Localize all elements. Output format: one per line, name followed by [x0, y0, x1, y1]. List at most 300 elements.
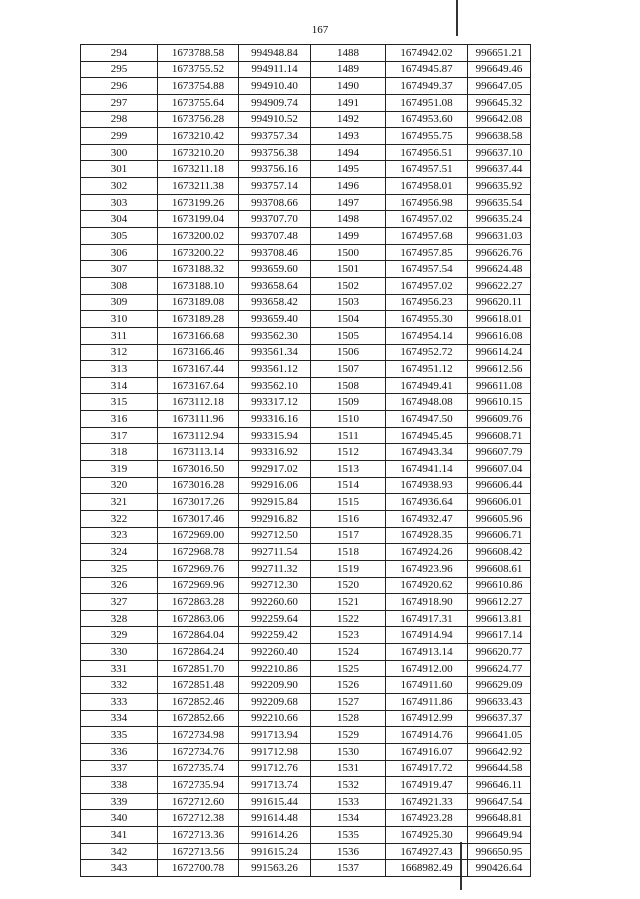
x-coordinate-cell: 1673167.44 — [158, 361, 239, 378]
x-coordinate-cell: 1674955.30 — [386, 311, 468, 328]
x-coordinate-cell: 1673167.64 — [158, 377, 239, 394]
point-number-cell: 1502 — [311, 277, 386, 294]
y-coordinate-cell: 996649.46 — [468, 61, 531, 78]
y-coordinate-cell: 996635.92 — [468, 178, 531, 195]
x-coordinate-cell: 1673210.42 — [158, 128, 239, 145]
x-coordinate-cell: 1674911.86 — [386, 693, 468, 710]
x-coordinate-cell: 1673754.88 — [158, 78, 239, 95]
x-coordinate-cell: 1674955.75 — [386, 128, 468, 145]
point-number-cell: 306 — [81, 244, 158, 261]
table-row — [81, 710, 531, 727]
table-row — [81, 544, 531, 561]
point-number-cell: 1525 — [311, 660, 386, 677]
table-row — [81, 78, 531, 95]
x-coordinate-cell: 1672851.48 — [158, 677, 239, 694]
y-coordinate-cell: 994909.74 — [239, 94, 311, 111]
y-coordinate-cell: 996626.76 — [468, 244, 531, 261]
x-coordinate-cell: 1674949.37 — [386, 78, 468, 95]
point-number-cell: 307 — [81, 261, 158, 278]
point-number-cell: 321 — [81, 494, 158, 511]
point-number-cell: 295 — [81, 61, 158, 78]
point-number-cell: 1521 — [311, 594, 386, 611]
point-number-cell: 294 — [81, 45, 158, 62]
point-number-cell: 1516 — [311, 510, 386, 527]
y-coordinate-cell: 996617.14 — [468, 627, 531, 644]
y-coordinate-cell: 992209.90 — [239, 677, 311, 694]
point-number-cell: 314 — [81, 377, 158, 394]
point-number-cell: 1513 — [311, 461, 386, 478]
y-coordinate-cell: 992209.68 — [239, 693, 311, 710]
table-row — [81, 111, 531, 128]
x-coordinate-cell: 1673211.18 — [158, 161, 239, 178]
y-coordinate-cell: 996631.03 — [468, 228, 531, 245]
point-number-cell: 1519 — [311, 560, 386, 577]
y-coordinate-cell: 992711.54 — [239, 544, 311, 561]
y-coordinate-cell: 994948.84 — [239, 45, 311, 62]
table-row — [81, 228, 531, 245]
x-coordinate-cell: 1674912.99 — [386, 710, 468, 727]
point-number-cell: 1535 — [311, 827, 386, 844]
table-row — [81, 527, 531, 544]
point-number-cell: 313 — [81, 361, 158, 378]
x-coordinate-cell: 1674951.08 — [386, 94, 468, 111]
y-coordinate-cell: 996638.58 — [468, 128, 531, 145]
x-coordinate-cell: 1674957.54 — [386, 261, 468, 278]
x-coordinate-cell: 1674956.23 — [386, 294, 468, 311]
point-number-cell: 333 — [81, 693, 158, 710]
y-coordinate-cell: 996642.08 — [468, 111, 531, 128]
x-coordinate-cell: 1674925.30 — [386, 827, 468, 844]
table-row — [81, 377, 531, 394]
x-coordinate-cell: 1672969.00 — [158, 527, 239, 544]
x-coordinate-cell: 1673755.52 — [158, 61, 239, 78]
y-coordinate-cell: 991614.26 — [239, 827, 311, 844]
table-row — [81, 627, 531, 644]
point-number-cell: 1494 — [311, 144, 386, 161]
x-coordinate-cell: 1674948.08 — [386, 394, 468, 411]
point-number-cell: 329 — [81, 627, 158, 644]
x-coordinate-cell: 1672712.38 — [158, 810, 239, 827]
point-number-cell: 1527 — [311, 693, 386, 710]
y-coordinate-cell: 993756.38 — [239, 144, 311, 161]
y-coordinate-cell: 992260.40 — [239, 644, 311, 661]
x-coordinate-cell: 1674916.07 — [386, 743, 468, 760]
point-number-cell: 1499 — [311, 228, 386, 245]
point-number-cell: 1510 — [311, 411, 386, 428]
y-coordinate-cell: 992712.50 — [239, 527, 311, 544]
point-number-cell: 1492 — [311, 111, 386, 128]
x-coordinate-cell: 1674952.72 — [386, 344, 468, 361]
y-coordinate-cell: 996637.37 — [468, 710, 531, 727]
x-coordinate-cell: 1672863.06 — [158, 610, 239, 627]
point-number-cell: 340 — [81, 810, 158, 827]
point-number-cell: 1512 — [311, 444, 386, 461]
y-coordinate-cell: 996607.79 — [468, 444, 531, 461]
y-coordinate-cell: 996645.32 — [468, 94, 531, 111]
x-coordinate-cell: 1672700.78 — [158, 860, 239, 877]
y-coordinate-cell: 996622.27 — [468, 277, 531, 294]
point-number-cell: 1532 — [311, 777, 386, 794]
y-coordinate-cell: 996606.01 — [468, 494, 531, 511]
table-row — [81, 261, 531, 278]
x-coordinate-cell: 1674957.68 — [386, 228, 468, 245]
point-number-cell: 1503 — [311, 294, 386, 311]
table-row — [81, 178, 531, 195]
y-coordinate-cell: 993707.48 — [239, 228, 311, 245]
y-coordinate-cell: 990426.64 — [468, 860, 531, 877]
table-row — [81, 411, 531, 428]
x-coordinate-cell: 1674943.34 — [386, 444, 468, 461]
y-coordinate-cell: 991563.26 — [239, 860, 311, 877]
point-number-cell: 1501 — [311, 261, 386, 278]
point-number-cell: 334 — [81, 710, 158, 727]
point-number-cell: 330 — [81, 644, 158, 661]
y-coordinate-cell: 992259.42 — [239, 627, 311, 644]
x-coordinate-cell: 1672851.70 — [158, 660, 239, 677]
x-coordinate-cell: 1672852.66 — [158, 710, 239, 727]
page-number: 167 — [311, 24, 329, 36]
y-coordinate-cell: 996608.61 — [468, 560, 531, 577]
x-coordinate-cell: 1672863.28 — [158, 594, 239, 611]
table-row — [81, 610, 531, 627]
point-number-cell: 302 — [81, 178, 158, 195]
point-number-cell: 1504 — [311, 311, 386, 328]
x-coordinate-cell: 1673200.02 — [158, 228, 239, 245]
point-number-cell: 1500 — [311, 244, 386, 261]
y-coordinate-cell: 993562.10 — [239, 377, 311, 394]
y-coordinate-cell: 991713.94 — [239, 727, 311, 744]
table-row — [81, 161, 531, 178]
point-number-cell: 341 — [81, 827, 158, 844]
y-coordinate-cell: 993561.12 — [239, 361, 311, 378]
x-coordinate-cell: 1674953.60 — [386, 111, 468, 128]
point-number-cell: 1531 — [311, 760, 386, 777]
point-number-cell: 325 — [81, 560, 158, 577]
point-number-cell: 338 — [81, 777, 158, 794]
point-number-cell: 1523 — [311, 627, 386, 644]
x-coordinate-cell: 1673016.50 — [158, 461, 239, 478]
point-number-cell: 1529 — [311, 727, 386, 744]
x-coordinate-cell: 1672852.46 — [158, 693, 239, 710]
point-number-cell: 1489 — [311, 61, 386, 78]
table-row — [81, 777, 531, 794]
y-coordinate-cell: 993659.40 — [239, 311, 311, 328]
y-coordinate-cell: 996646.11 — [468, 777, 531, 794]
point-number-cell: 1488 — [311, 45, 386, 62]
table-row — [81, 128, 531, 145]
x-coordinate-cell: 1673113.14 — [158, 444, 239, 461]
point-number-cell: 1533 — [311, 793, 386, 810]
y-coordinate-cell: 996651.21 — [468, 45, 531, 62]
x-coordinate-cell: 1674932.47 — [386, 510, 468, 527]
x-coordinate-cell: 1674945.87 — [386, 61, 468, 78]
point-number-cell: 304 — [81, 211, 158, 228]
y-coordinate-cell: 993659.60 — [239, 261, 311, 278]
x-coordinate-cell: 1673112.18 — [158, 394, 239, 411]
x-coordinate-cell: 1673166.46 — [158, 344, 239, 361]
y-coordinate-cell: 993757.14 — [239, 178, 311, 195]
x-coordinate-cell: 1674914.94 — [386, 627, 468, 644]
table-row — [81, 211, 531, 228]
y-coordinate-cell: 992210.66 — [239, 710, 311, 727]
y-coordinate-cell: 996647.05 — [468, 78, 531, 95]
x-coordinate-cell: 1674913.14 — [386, 644, 468, 661]
x-coordinate-cell: 1674947.50 — [386, 411, 468, 428]
x-coordinate-cell: 1674938.93 — [386, 477, 468, 494]
point-number-cell: 311 — [81, 327, 158, 344]
point-number-cell: 328 — [81, 610, 158, 627]
x-coordinate-cell: 1674956.98 — [386, 194, 468, 211]
table-row — [81, 327, 531, 344]
table-row — [81, 427, 531, 444]
x-coordinate-cell: 1668982.49 — [386, 860, 468, 877]
x-coordinate-cell: 1674957.02 — [386, 211, 468, 228]
point-number-cell: 1528 — [311, 710, 386, 727]
y-coordinate-cell: 996610.86 — [468, 577, 531, 594]
x-coordinate-cell: 1672734.76 — [158, 743, 239, 760]
table-row — [81, 294, 531, 311]
x-coordinate-cell: 1672968.78 — [158, 544, 239, 561]
y-coordinate-cell: 991713.74 — [239, 777, 311, 794]
table-row — [81, 94, 531, 111]
x-coordinate-cell: 1673016.28 — [158, 477, 239, 494]
x-coordinate-cell: 1674949.41 — [386, 377, 468, 394]
x-coordinate-cell: 1672735.74 — [158, 760, 239, 777]
table-row — [81, 743, 531, 760]
y-coordinate-cell: 993658.64 — [239, 277, 311, 294]
y-coordinate-cell: 996611.08 — [468, 377, 531, 394]
y-coordinate-cell: 996620.77 — [468, 644, 531, 661]
y-coordinate-cell: 994910.40 — [239, 78, 311, 95]
x-coordinate-cell: 1672734.98 — [158, 727, 239, 744]
x-coordinate-cell: 1673755.64 — [158, 94, 239, 111]
point-number-cell: 297 — [81, 94, 158, 111]
y-coordinate-cell: 992916.06 — [239, 477, 311, 494]
x-coordinate-cell: 1674917.72 — [386, 760, 468, 777]
y-coordinate-cell: 991712.76 — [239, 760, 311, 777]
point-number-cell: 1534 — [311, 810, 386, 827]
x-coordinate-cell: 1674921.33 — [386, 793, 468, 810]
x-coordinate-cell: 1673017.46 — [158, 510, 239, 527]
point-number-cell: 337 — [81, 760, 158, 777]
point-number-cell: 1495 — [311, 161, 386, 178]
table-row — [81, 693, 531, 710]
x-coordinate-cell: 1674936.64 — [386, 494, 468, 511]
point-number-cell: 308 — [81, 277, 158, 294]
point-number-cell: 336 — [81, 743, 158, 760]
y-coordinate-cell: 996624.48 — [468, 261, 531, 278]
point-number-cell: 343 — [81, 860, 158, 877]
point-number-cell: 322 — [81, 510, 158, 527]
point-number-cell: 1515 — [311, 494, 386, 511]
point-number-cell: 1511 — [311, 427, 386, 444]
x-coordinate-cell: 1672712.60 — [158, 793, 239, 810]
y-coordinate-cell: 996606.71 — [468, 527, 531, 544]
point-number-cell: 1518 — [311, 544, 386, 561]
x-coordinate-cell: 1673188.32 — [158, 261, 239, 278]
x-coordinate-cell: 1674957.02 — [386, 277, 468, 294]
point-number-cell: 1517 — [311, 527, 386, 544]
x-coordinate-cell: 1674928.35 — [386, 527, 468, 544]
point-number-cell: 312 — [81, 344, 158, 361]
point-number-cell: 326 — [81, 577, 158, 594]
y-coordinate-cell: 991712.98 — [239, 743, 311, 760]
point-number-cell: 319 — [81, 461, 158, 478]
x-coordinate-cell: 1673788.58 — [158, 45, 239, 62]
table-row — [81, 461, 531, 478]
point-number-cell: 1509 — [311, 394, 386, 411]
table-row — [81, 311, 531, 328]
x-coordinate-cell: 1673188.10 — [158, 277, 239, 294]
point-number-cell: 1536 — [311, 843, 386, 860]
x-coordinate-cell: 1672864.24 — [158, 644, 239, 661]
y-coordinate-cell: 993708.46 — [239, 244, 311, 261]
table-row — [81, 45, 531, 62]
point-number-cell: 305 — [81, 228, 158, 245]
table-row — [81, 494, 531, 511]
x-coordinate-cell: 1674919.47 — [386, 777, 468, 794]
table-row — [81, 277, 531, 294]
point-number-cell: 1493 — [311, 128, 386, 145]
y-coordinate-cell: 992259.64 — [239, 610, 311, 627]
x-coordinate-cell: 1673166.68 — [158, 327, 239, 344]
point-number-cell: 301 — [81, 161, 158, 178]
x-coordinate-cell: 1674957.51 — [386, 161, 468, 178]
y-coordinate-cell: 992711.32 — [239, 560, 311, 577]
table-row — [81, 477, 531, 494]
table-row — [81, 61, 531, 78]
x-coordinate-cell: 1673199.26 — [158, 194, 239, 211]
y-coordinate-cell: 996605.96 — [468, 510, 531, 527]
y-coordinate-cell: 996612.56 — [468, 361, 531, 378]
y-coordinate-cell: 993315.94 — [239, 427, 311, 444]
y-coordinate-cell: 996609.76 — [468, 411, 531, 428]
y-coordinate-cell: 992916.82 — [239, 510, 311, 527]
point-number-cell: 310 — [81, 311, 158, 328]
x-coordinate-cell: 1672735.94 — [158, 777, 239, 794]
y-coordinate-cell: 996635.54 — [468, 194, 531, 211]
y-coordinate-cell: 996648.81 — [468, 810, 531, 827]
y-coordinate-cell: 991614.48 — [239, 810, 311, 827]
point-number-cell: 298 — [81, 111, 158, 128]
y-coordinate-cell: 996620.11 — [468, 294, 531, 311]
y-coordinate-cell: 992917.02 — [239, 461, 311, 478]
y-coordinate-cell: 996608.71 — [468, 427, 531, 444]
y-coordinate-cell: 996610.15 — [468, 394, 531, 411]
x-coordinate-cell: 1673111.96 — [158, 411, 239, 428]
y-coordinate-cell: 993707.70 — [239, 211, 311, 228]
point-number-cell: 309 — [81, 294, 158, 311]
point-number-cell: 296 — [81, 78, 158, 95]
y-coordinate-cell: 993756.16 — [239, 161, 311, 178]
y-coordinate-cell: 996608.42 — [468, 544, 531, 561]
point-number-cell: 1507 — [311, 361, 386, 378]
point-number-cell: 1496 — [311, 178, 386, 195]
x-coordinate-cell: 1674914.76 — [386, 727, 468, 744]
y-coordinate-cell: 996649.94 — [468, 827, 531, 844]
point-number-cell: 327 — [81, 594, 158, 611]
y-coordinate-cell: 996607.04 — [468, 461, 531, 478]
y-coordinate-cell: 996650.95 — [468, 843, 531, 860]
point-number-cell: 1508 — [311, 377, 386, 394]
y-coordinate-cell: 996624.77 — [468, 660, 531, 677]
y-coordinate-cell: 992260.60 — [239, 594, 311, 611]
table-row — [81, 827, 531, 844]
x-coordinate-cell: 1673189.28 — [158, 311, 239, 328]
table-row — [81, 644, 531, 661]
x-coordinate-cell: 1673756.28 — [158, 111, 239, 128]
x-coordinate-cell: 1674911.60 — [386, 677, 468, 694]
y-coordinate-cell: 991615.24 — [239, 843, 311, 860]
x-coordinate-cell: 1673210.20 — [158, 144, 239, 161]
x-coordinate-cell: 1674957.85 — [386, 244, 468, 261]
table-row — [81, 344, 531, 361]
table-row — [81, 361, 531, 378]
table-row — [81, 760, 531, 777]
y-coordinate-cell: 996642.92 — [468, 743, 531, 760]
y-coordinate-cell: 996618.01 — [468, 311, 531, 328]
y-coordinate-cell: 996647.54 — [468, 793, 531, 810]
table-row — [81, 510, 531, 527]
y-coordinate-cell: 996629.09 — [468, 677, 531, 694]
y-coordinate-cell: 993561.34 — [239, 344, 311, 361]
x-coordinate-cell: 1674924.26 — [386, 544, 468, 561]
table-row — [81, 244, 531, 261]
y-coordinate-cell: 996613.81 — [468, 610, 531, 627]
x-coordinate-cell: 1673199.04 — [158, 211, 239, 228]
y-coordinate-cell: 996644.58 — [468, 760, 531, 777]
y-coordinate-cell: 996641.05 — [468, 727, 531, 744]
x-coordinate-cell: 1672864.04 — [158, 627, 239, 644]
point-number-cell: 339 — [81, 793, 158, 810]
y-coordinate-cell: 993658.42 — [239, 294, 311, 311]
y-coordinate-cell: 996616.08 — [468, 327, 531, 344]
point-number-cell: 318 — [81, 444, 158, 461]
point-number-cell: 1526 — [311, 677, 386, 694]
point-number-cell: 1491 — [311, 94, 386, 111]
x-coordinate-cell: 1674958.01 — [386, 178, 468, 195]
y-coordinate-cell: 992915.84 — [239, 494, 311, 511]
x-coordinate-cell: 1674954.14 — [386, 327, 468, 344]
point-number-cell: 1520 — [311, 577, 386, 594]
point-number-cell: 1490 — [311, 78, 386, 95]
point-number-cell: 1498 — [311, 211, 386, 228]
point-number-cell: 1530 — [311, 743, 386, 760]
y-coordinate-cell: 996637.44 — [468, 161, 531, 178]
point-number-cell: 324 — [81, 544, 158, 561]
y-coordinate-cell: 993562.30 — [239, 327, 311, 344]
table-row — [81, 394, 531, 411]
y-coordinate-cell: 993708.66 — [239, 194, 311, 211]
y-coordinate-cell: 994911.14 — [239, 61, 311, 78]
point-number-cell: 317 — [81, 427, 158, 444]
y-coordinate-cell: 992712.30 — [239, 577, 311, 594]
point-number-cell: 1524 — [311, 644, 386, 661]
point-number-cell: 1522 — [311, 610, 386, 627]
x-coordinate-cell: 1674927.43 — [386, 843, 468, 860]
table-row — [81, 560, 531, 577]
table-row — [81, 727, 531, 744]
point-number-cell: 1505 — [311, 327, 386, 344]
y-coordinate-cell: 993316.92 — [239, 444, 311, 461]
table-row — [81, 677, 531, 694]
point-number-cell: 315 — [81, 394, 158, 411]
x-coordinate-cell: 1674951.12 — [386, 361, 468, 378]
x-coordinate-cell: 1672713.36 — [158, 827, 239, 844]
point-number-cell: 1506 — [311, 344, 386, 361]
y-coordinate-cell: 994910.52 — [239, 111, 311, 128]
x-coordinate-cell: 1674923.96 — [386, 560, 468, 577]
